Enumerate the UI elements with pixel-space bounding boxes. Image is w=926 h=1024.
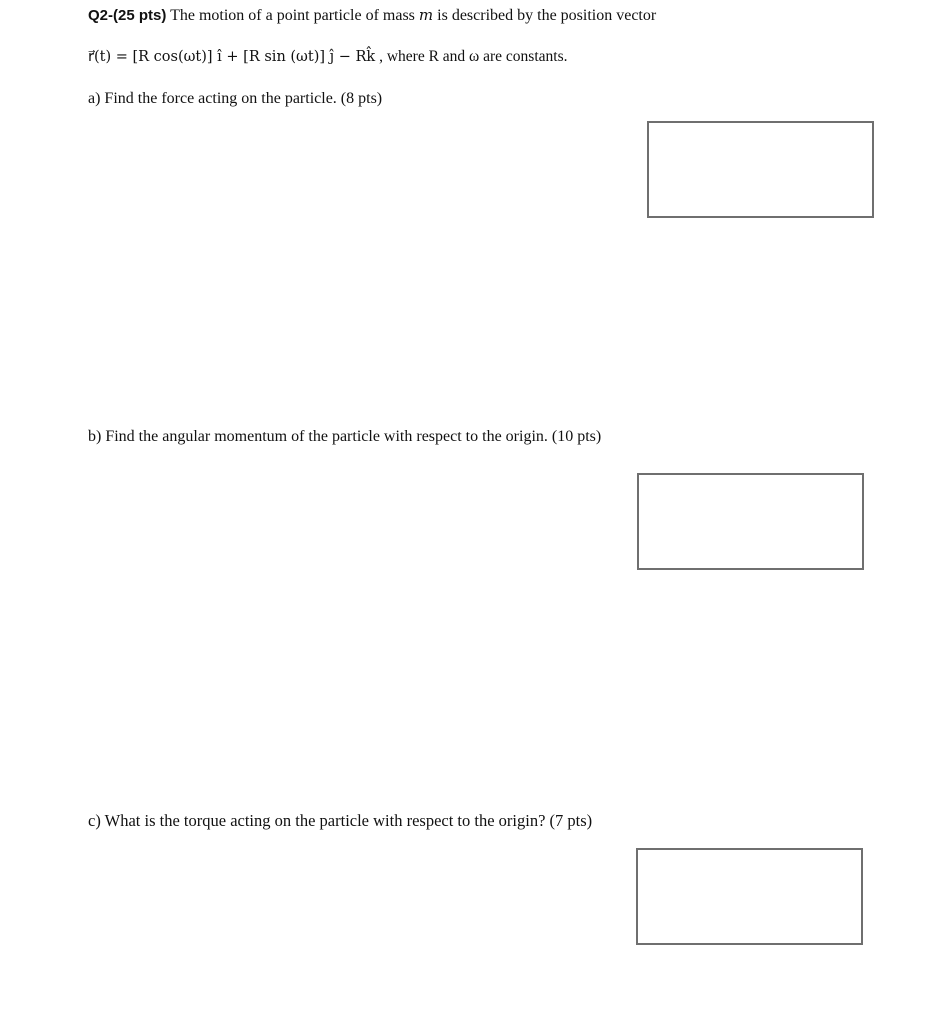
question-label: Q2-(25 pts) <box>88 7 167 24</box>
part-c-prompt: c) What is the torque acting on the particle with respect to the origin? (7 pts) <box>88 811 593 830</box>
answer-box-c[interactable] <box>636 848 863 945</box>
constants-note: , where R and ω are constants. <box>375 48 568 65</box>
question-intro-text-end: is described by the position vector <box>433 7 657 24</box>
question-header <box>88 5 656 26</box>
answer-box-a[interactable] <box>647 121 874 218</box>
part-a-prompt: a) Find the force acting on the particle. (8 pts) <box>88 90 383 107</box>
question-intro-text: The motion of a point particle of mass <box>166 7 419 24</box>
position-vector-equation: r⃗(t) = [R cos(ωt)] î + [R sin (ωt)] ĵ − Rk̂ <box>88 49 376 65</box>
part-b-prompt: b) Find the angular momentum of the particle with respect to the origin. (10 pts) <box>88 428 602 445</box>
mass-variable: m <box>418 6 434 24</box>
position-vector-line <box>88 47 567 67</box>
answer-box-b[interactable] <box>637 473 864 570</box>
